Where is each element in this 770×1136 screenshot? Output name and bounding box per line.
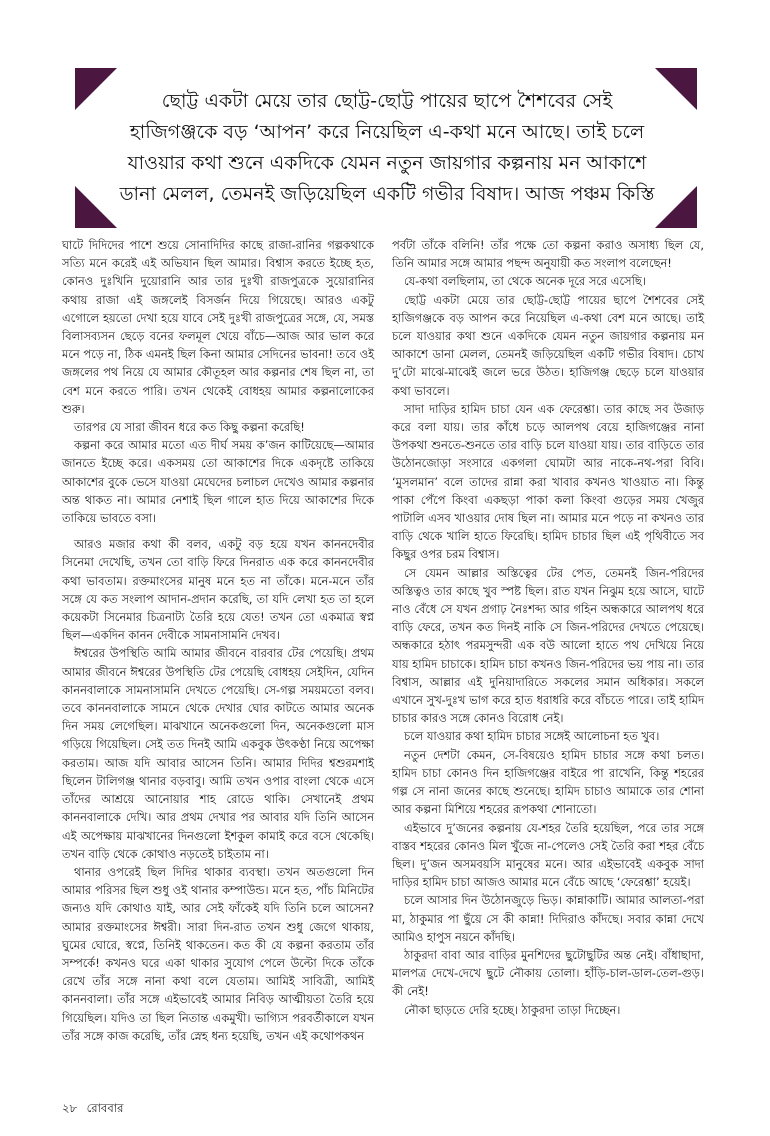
paragraph: তারপর যে সারা জীবন ধরে কত কিছু কল্পনা করেছি!	[74, 420, 305, 435]
paragraph: চলে যাওয়ার কথা হামিদ চাচার সঙ্গেই আলোচনা হত খুব।	[404, 729, 660, 744]
pull-quote-line: ছোট্ট একটা মেয়ে তার ছোট্ট-ছোট্ট পায়ের ছাপে শৈশবের সেই	[161, 90, 613, 112]
paragraph: পর্বটা তাঁকে বলিনি! তাঁর পক্ষে তো কল্পনা করাও অসাধ্য ছিল যে, তিনি আমার সঙ্গে আমার পছন্দ অনুযায়ী কত সংলাপ বলেছেন!	[392, 238, 704, 271]
paragraph: এইভাবে দু’জনের কল্পনায় যে-শহর তৈরি হয়েছিল, পরে তার সঙ্গে বাস্তব শহরের কোনও মিল খুঁজে না-পেলেও সেই তৈরি করা শহর বেঁচে ছিল। দু’জন অসমবয়সি মানুষের মনে। আর এইভাবেই একবুক সাদা দাড়ির হামিদ চাচা আজও আমার মনে বেঁচে আছে ‘ফেরেশ্তা’ হয়েই।	[392, 820, 704, 890]
paragraph: সে যেমন আল্লার অস্তিত্বের টের পেত, তেমনই জিন-পরিদের অস্তিত্বও তার কাছে খুব স্পষ্ট ছিল। রাত যখন নিঝুম হয়ে আসে, ঘাটে নাও বেঁধে সে যখন প্রগাঢ় নৈঃশব্দ্য আর গহিন অন্ধকারে আলপথ ধরে বাড়ি ফেরে, তখন কত দিনই নাকি সে জিন-পরিদের দেখতে পেয়েছে। অন্ধকারে হঠাৎ পরমসুন্দরী এক বউ আলো হাতে পথ দেখিয়ে নিয়ে যায় হামিদ চাচাকে। হামিদ চাচা কখনও জিন-পরিদের ভয় পায় না। তার বিশ্বাস, আল্লার এই দুনিয়াদারিতে সকলের সমান অধিকার। সকলে এখানে সুখ-দুঃখ ভাগ করে হাত ধরাধরি করে বাঁচতে পারে। তাই হামিদ চাচার কারও সঙ্গে কোনও বিরোধ নেই।	[392, 565, 704, 726]
paragraph: নৌকা ছাড়তে দেরি হচ্ছে। ঠাকুরদা তাড়া দিচ্ছেন।	[404, 1002, 621, 1017]
paragraph: চলে আসার দিন উঠোনজুড়ে ভিড়। কান্নাকাটি। আমার আলতা-পরা মা, ঠাকুমার পা ছুঁয়ে সে কী কান্না! দিদিরাও কাঁদছে। সবার কান্না দেখে আমিও হাপুস নয়নে কাঁদছি।	[392, 893, 704, 944]
page-footer	[62, 1100, 123, 1119]
corner-ornament-bottom-left	[75, 186, 117, 228]
paragraph: যে-কথা বলছিলাম, তা থেকে অনেক দূরে সরে এসেছি।	[404, 274, 646, 289]
pull-quote	[112, 86, 662, 210]
pull-quote-line: ডানা মেলল, তেমনই জড়িয়েছিল একটি গভীর বিষাদ। আজ পঞ্চম কিস্তি	[119, 183, 655, 205]
paragraph: থানার ওপরেই ছিল দিদির থাকার ব্যবস্থা। তখন অতগুলো দিন আমার পরিসর ছিল শুধু ওই থানার কম্পাউন্ড। মনে হত, পাঁচ মিনিটের জন্যও যদি কোথাও যাই, আর সেই ফাঁকেই যদি তিনি চলে আসেন? আমার রক্তমাংসের ঈশ্বরী। সারা দিন-রাত তখন শুধু জেগে থাকায়, ঘুমের ঘোরে, স্বপ্নে, তিনিই থাকতেন। কত কী যে কল্পনা করতাম তাঁর সম্পর্কে! কখনও ঘরে একা থাকার সুযোগ পেলে উল্টো দিকে তাঁকে রেখে তাঁর সঙ্গে নানা কথা বলে যেতাম। আমিই সাবিত্রী, আমিই কাননবালা। তাঁর সঙ্গে এইভাবেই আমার নিবিড় আত্মীয়তা তৈরি হয়ে গিয়েছিল। যদিও তা ছিল নিতান্ত একমুখী। ভাগ্যিস পরবর্তীকালে যখন তাঁর সঙ্গে কাজ করেছি, তাঁর স্নেহ ধন্য হয়েছি, তখন এই কথোপকথন	[62, 864, 374, 1043]
pull-quote-line: হাজিগঞ্জকে বড় ‘আপন’ করে নিয়েছিল এ-কথা মনে আছে। তাই চলে	[129, 121, 645, 143]
corner-ornament-top-left	[75, 68, 117, 110]
article-column-left	[62, 236, 374, 1045]
paragraph: সাদা দাড়ির হামিদ চাচা যেন এক ফেরেশ্তা। তার কাছে সব উজাড় করে বলা যায়। তার কাঁধে চড়ে আলপথ বেয়ে হাজিগঞ্জের নানা উপকথা শুনতে-শুনতে তার বাড়ি চলে যাওয়া যায়। তার বাড়িতে তার উঠোনজোড়া সংসারে একগলা ঘোমটা আর নাকে-নথ-পরা বিবি। ‘মুসলমান’ বলে তাদের রান্না করা খাবার কখনও খাওয়াত না। কিন্তু পাকা পেঁপে কিংবা একছড়া পাকা কলা কিংবা গুড়ের সময় খেজুর পাটালি এসব খাওয়ার দোষ ছিল না। আমার মনে পড়ে না কখনও তার বাড়ি থেকে খালি হাতে ফিরেছি। হামিদ চাচার ছিল এই পৃথিবীতে সব কিছুর ওপর চরম বিশ্বাস।	[392, 401, 704, 562]
pull-quote-line: যাওয়ার কথা শুনে একদিকে যেমন নতুন জায়গার কল্পনায় মন আকাশে	[127, 152, 647, 174]
page-number: ২৮	[62, 1101, 77, 1115]
section-name: রোববার	[86, 1101, 124, 1115]
corner-triangle	[75, 68, 117, 110]
paragraph: ঘাটে দিদিদের পাশে শুয়ে সোনাদিদির কাছে রাজা-রানির গল্পকথাকে সত্যি মনে করেই এই অভিযান ছিল আমার। বিশ্বাস করতে ইচ্ছে হত, কোনও দুঃখিনি দুয়োরানি আর তার দুঃখী রাজপুত্রকে সুয়োরানির কথায় রাজা এই জঙ্গলেই বিসর্জন দিয়ে গিয়েছে। আরও একটু এগোলে হয়তো দেখা হয়ে যাবে সেই দুঃখী রাজপুত্রের সঙ্গে, যে, সমস্ত বিলাসব্যসন ছেড়ে বনের ফলমূল খেয়ে বাঁচে—আজ আর ভাল করে মনে পড়ে না, ঠিক এমনই ছিল কিনা আমার সেদিনের ভাবনা! তবে ওই জঙ্গলের পথ নিয়ে যে আমার কৌতূহল আর কল্পনার শেষ ছিল না, তা বেশ মনে করতে পারি। তখন থেকেই বোধহয় আমার কল্পনালোকের শুরু।	[62, 238, 374, 416]
paragraph: নতুন দেশটা কেমন, সে-বিষয়েও হামিদ চাচার সঙ্গে কথা চলত। হামিদ চাচা কোনও দিন হাজিগঞ্জের বাইরে পা রাখেনি, কিন্তু শহরের গল্প সে নানা জনের কাছে শুনেছে। হামিদ চাচাও আমাকে তার শোনা আর কল্পনা মিশিয়ে শহরের রূপকথা শোনাতো।	[392, 747, 704, 817]
paragraph: ঈশ্বরের উপস্থিতি আমি আমার জীবনে বারবার টের পেয়েছি। প্রথম আমার জীবনে ঈশ্বরের উপস্থিতি টের পেয়েছি বোধহয় সেইদিন, যেদিন কাননবালাকে সামনাসামনি দেখতে পেয়েছি। সে-গল্প সময়মতো বলব। তবে কাননবালাকে সামনে থেকে দেখার ঘোর কাটতে আমার অনেক দিন সময় লেগেছিল। মাঝখানে অনেকগুলো দিন, অনেকগুলো মাস গড়িয়ে গিয়েছিল। সেই তত দিনই আমি একবুক উৎকণ্ঠা নিয়ে অপেক্ষা করতাম। আজ যদি আবার আসেন তিনি। আমার দিদির শ্বশুরমশাই ছিলেন টালিগঞ্জ থানার বড়বাবু। আমি তখন ওপার বাংলা থেকে এসে তাঁদের আশ্রয়ে আনোয়ার শাহ রোডে থাকি। সেখানেই প্রথম কাননবালাকে দেখি। আর প্রথম দেখার পর আবার যদি তিনি আসেন এই অপেক্ষায় মাঝখানের দিনগুলো ইশকুল কামাই করে বসে থেকেছি। তখন বাড়ি থেকে কোথাও নড়তেই চাইতাম না।	[62, 646, 374, 861]
paragraph: ছোট্ট একটা মেয়ে তার ছোট্ট-ছোট্ট পায়ের ছাপে শৈশবের সেই হাজিগঞ্জকে বড় আপন করে নিয়েছিল এ-কথা বেশ মনে আছে। তাই চলে যাওয়ার কথা শুনে একদিকে যেমন নতুন জায়গার কল্পনায় মন আকাশে ডানা মেলল, তেমনই জড়িয়েছিল একটি গভীর বিষাদ। চোখ দু’টো মাঝে-মাঝেই জলে ভরে উঠত। হাজিগঞ্জ ছেড়ে চলে যাওয়ার কথা ভাবলে।	[392, 292, 704, 398]
paragraph: আরও মজার কথা কী বলব, একটু বড় হয়ে যখন কাননদেবীর সিনেমা দেখেছি, তখন তো বাড়ি ফিরে দিনরাত এক করে কাননদেবীর কথা ভাবতাম। রক্তমাংসের মানুষ মনে হত না তাঁকে। মনে-মনে তাঁর সঙ্গে যে কত সংলাপ আদান-প্রদান করেছি, তা যদি লেখা হত তা হলে কয়েকটা সিনেমার চিত্রনাট্য তৈরি হয়ে যেত! তখন তো একমাত্র স্বপ্ন ছিল—একদিন কানন দেবীকে সামনাসামনি দেখব।	[62, 537, 374, 643]
corner-triangle	[75, 186, 117, 228]
paragraph: ঠাকুরদা বাবা আর বাড়ির মুনশিদের ছুটোছুটির অন্ত নেই। বাঁধাছাদা, মালপত্র দেখে-দেখে ছুটে নৌকায় তোলা। হাঁড়ি-চাল-ডাল-তেল-গুড়। কী নেই!	[392, 947, 704, 999]
article-column-right	[392, 236, 704, 1019]
paragraph: কল্পনা করে আমার মতো এত দীর্ঘ সময় ক’জন কাটিয়েছে—আমার জানতে ইচ্ছে করে। একসময় তো আকাশের দিকে একদৃষ্টে তাকিয়ে আকাশের বুকে ভেসে যাওয়া মেঘেদের চলাচল দেখেও আমার কল্পনার অন্ত থাকত না। আমার নেশাই ছিল গালে হাত দিয়ে আকাশের দিকে তাকিয়ে ভাবতে বসা।	[62, 438, 374, 526]
